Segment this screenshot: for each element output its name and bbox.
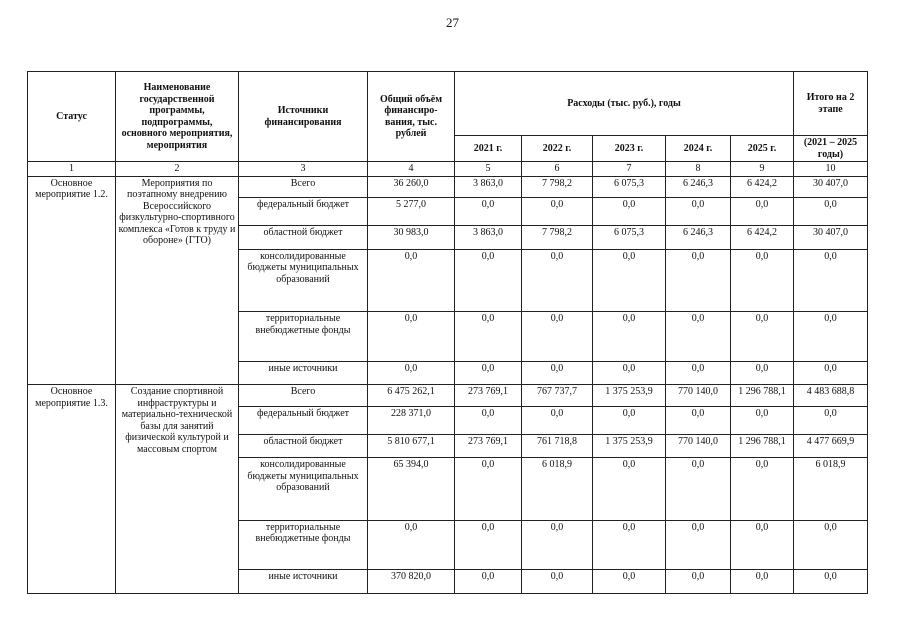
amount-cell: 0,0 xyxy=(522,520,593,569)
amount-cell: 0,0 xyxy=(368,312,455,361)
funding-source-cell: консолидированные бюджеты муниципальных образований xyxy=(239,249,368,311)
amount-cell: 0,0 xyxy=(666,570,731,594)
amount-cell: 0,0 xyxy=(455,198,522,226)
amount-cell: 0,0 xyxy=(455,312,522,361)
funding-source-cell: иные источники xyxy=(239,361,368,385)
amount-cell: 0,0 xyxy=(455,361,522,385)
amount-cell: 6 018,9 xyxy=(794,458,868,520)
funding-source-cell: федеральный бюджет xyxy=(239,406,368,434)
column-number: 5 xyxy=(455,162,522,177)
header-year-2024: 2024 г. xyxy=(666,136,731,162)
column-number: 4 xyxy=(368,162,455,177)
amount-cell: 0,0 xyxy=(522,570,593,594)
funding-source-cell: областной бюджет xyxy=(239,225,368,249)
amount-cell: 6 246,3 xyxy=(666,225,731,249)
amount-cell: 0,0 xyxy=(731,249,794,311)
amount-cell: 370 820,0 xyxy=(368,570,455,594)
amount-cell: 0,0 xyxy=(666,312,731,361)
amount-cell: 0,0 xyxy=(666,520,731,569)
amount-cell: 0,0 xyxy=(731,458,794,520)
amount-cell: 5 810 677,1 xyxy=(368,434,455,458)
amount-cell: 6 475 262,1 xyxy=(368,385,455,407)
amount-cell: 0,0 xyxy=(455,570,522,594)
amount-cell: 0,0 xyxy=(794,361,868,385)
funding-source-cell: Всего xyxy=(239,176,368,198)
column-numbers-row xyxy=(28,162,868,177)
amount-cell: 3 863,0 xyxy=(455,225,522,249)
amount-cell: 0,0 xyxy=(731,312,794,361)
amount-cell: 761 718,8 xyxy=(522,434,593,458)
amount-cell: 767 737,7 xyxy=(522,385,593,407)
column-number: 2 xyxy=(116,162,239,177)
amount-cell: 30 407,0 xyxy=(794,176,868,198)
amount-cell: 0,0 xyxy=(731,570,794,594)
amount-cell: 30 983,0 xyxy=(368,225,455,249)
amount-cell: 1 296 788,1 xyxy=(731,385,794,407)
amount-cell: 0,0 xyxy=(794,570,868,594)
header-stage-period: (2021 – 2025 годы) xyxy=(794,136,868,162)
amount-cell: 0,0 xyxy=(666,249,731,311)
header-year-2025: 2025 г. xyxy=(731,136,794,162)
amount-cell: 0,0 xyxy=(731,198,794,226)
amount-cell: 1 296 788,1 xyxy=(731,434,794,458)
amount-cell: 0,0 xyxy=(593,361,666,385)
header-status: Статус xyxy=(28,72,116,162)
header-sources: Источники финансирования xyxy=(239,72,368,162)
table-row xyxy=(28,385,868,407)
header-name: Наименование государственной программы, подпрограммы, основного мероприятия, мероприятия xyxy=(116,72,239,162)
amount-cell: 6 246,3 xyxy=(666,176,731,198)
amount-cell: 0,0 xyxy=(666,361,731,385)
amount-cell: 0,0 xyxy=(522,406,593,434)
amount-cell: 6 018,9 xyxy=(522,458,593,520)
amount-cell: 3 863,0 xyxy=(455,176,522,198)
column-number: 3 xyxy=(239,162,368,177)
column-number: 9 xyxy=(731,162,794,177)
amount-cell: 0,0 xyxy=(794,249,868,311)
header-total: Общий объём финансиро-вания, тыс. рублей xyxy=(368,72,455,162)
status-cell: Основное мероприятие 1.3. xyxy=(28,385,116,594)
amount-cell: 0,0 xyxy=(794,406,868,434)
amount-cell: 0,0 xyxy=(593,570,666,594)
amount-cell: 0,0 xyxy=(593,198,666,226)
funding-source-cell: областной бюджет xyxy=(239,434,368,458)
amount-cell: 0,0 xyxy=(593,249,666,311)
amount-cell: 0,0 xyxy=(368,520,455,569)
amount-cell: 7 798,2 xyxy=(522,225,593,249)
amount-cell: 0,0 xyxy=(666,458,731,520)
amount-cell: 0,0 xyxy=(368,249,455,311)
amount-cell: 6 075,3 xyxy=(593,176,666,198)
amount-cell: 0,0 xyxy=(731,520,794,569)
funding-source-cell: иные источники xyxy=(239,570,368,594)
column-number: 6 xyxy=(522,162,593,177)
amount-cell: 0,0 xyxy=(522,249,593,311)
amount-cell: 6 424,2 xyxy=(731,176,794,198)
column-number: 10 xyxy=(794,162,868,177)
amount-cell: 0,0 xyxy=(455,520,522,569)
amount-cell: 0,0 xyxy=(368,361,455,385)
financing-table xyxy=(27,71,868,594)
amount-cell: 1 375 253,9 xyxy=(593,385,666,407)
amount-cell: 0,0 xyxy=(455,458,522,520)
funding-source-cell: федеральный бюджет xyxy=(239,198,368,226)
amount-cell: 0,0 xyxy=(455,249,522,311)
amount-cell: 0,0 xyxy=(593,520,666,569)
table-row xyxy=(28,176,868,198)
amount-cell: 7 798,2 xyxy=(522,176,593,198)
header-year-2022: 2022 г. xyxy=(522,136,593,162)
amount-cell: 6 424,2 xyxy=(731,225,794,249)
column-number: 8 xyxy=(666,162,731,177)
amount-cell: 0,0 xyxy=(731,361,794,385)
header-expenses: Расходы (тыс. руб.), годы xyxy=(455,72,794,136)
funding-source-cell: консолидированные бюджеты муниципальных образований xyxy=(239,458,368,520)
amount-cell: 4 483 688,8 xyxy=(794,385,868,407)
header-year-2023: 2023 г. xyxy=(593,136,666,162)
amount-cell: 273 769,1 xyxy=(455,385,522,407)
funding-source-cell: территориальные внебюджетные фонды xyxy=(239,312,368,361)
measure-name-cell: Мероприятия по поэтапному внедрению Всероссийского физкультурно-спортивного комплекса «Готов к труду и обороне» (ГТО) xyxy=(116,176,239,385)
header-year-2021: 2021 г. xyxy=(455,136,522,162)
amount-cell: 273 769,1 xyxy=(455,434,522,458)
measure-name-cell: Создание спортивной инфраструктуры и материально-технической базы для занятий физической культурой и массовым спортом xyxy=(116,385,239,594)
amount-cell: 6 075,3 xyxy=(593,225,666,249)
amount-cell: 0,0 xyxy=(522,198,593,226)
amount-cell: 0,0 xyxy=(794,198,868,226)
column-number: 7 xyxy=(593,162,666,177)
amount-cell: 0,0 xyxy=(666,406,731,434)
amount-cell: 65 394,0 xyxy=(368,458,455,520)
amount-cell: 5 277,0 xyxy=(368,198,455,226)
amount-cell: 0,0 xyxy=(522,312,593,361)
amount-cell: 1 375 253,9 xyxy=(593,434,666,458)
funding-source-cell: Всего xyxy=(239,385,368,407)
amount-cell: 228 371,0 xyxy=(368,406,455,434)
header-stage-total: Итого на 2 этапе xyxy=(794,72,868,136)
amount-cell: 36 260,0 xyxy=(368,176,455,198)
amount-cell: 770 140,0 xyxy=(666,434,731,458)
amount-cell: 0,0 xyxy=(593,312,666,361)
amount-cell: 4 477 669,9 xyxy=(794,434,868,458)
amount-cell: 0,0 xyxy=(522,361,593,385)
amount-cell: 0,0 xyxy=(794,312,868,361)
amount-cell: 0,0 xyxy=(666,198,731,226)
amount-cell: 0,0 xyxy=(455,406,522,434)
status-cell: Основное мероприятие 1.2. xyxy=(28,176,116,385)
funding-source-cell: территориальные внебюджетные фонды xyxy=(239,520,368,569)
page-number: 27 xyxy=(446,15,459,30)
amount-cell: 30 407,0 xyxy=(794,225,868,249)
amount-cell: 0,0 xyxy=(794,520,868,569)
amount-cell: 0,0 xyxy=(593,458,666,520)
amount-cell: 0,0 xyxy=(593,406,666,434)
amount-cell: 770 140,0 xyxy=(666,385,731,407)
amount-cell: 0,0 xyxy=(731,406,794,434)
column-number: 1 xyxy=(28,162,116,177)
